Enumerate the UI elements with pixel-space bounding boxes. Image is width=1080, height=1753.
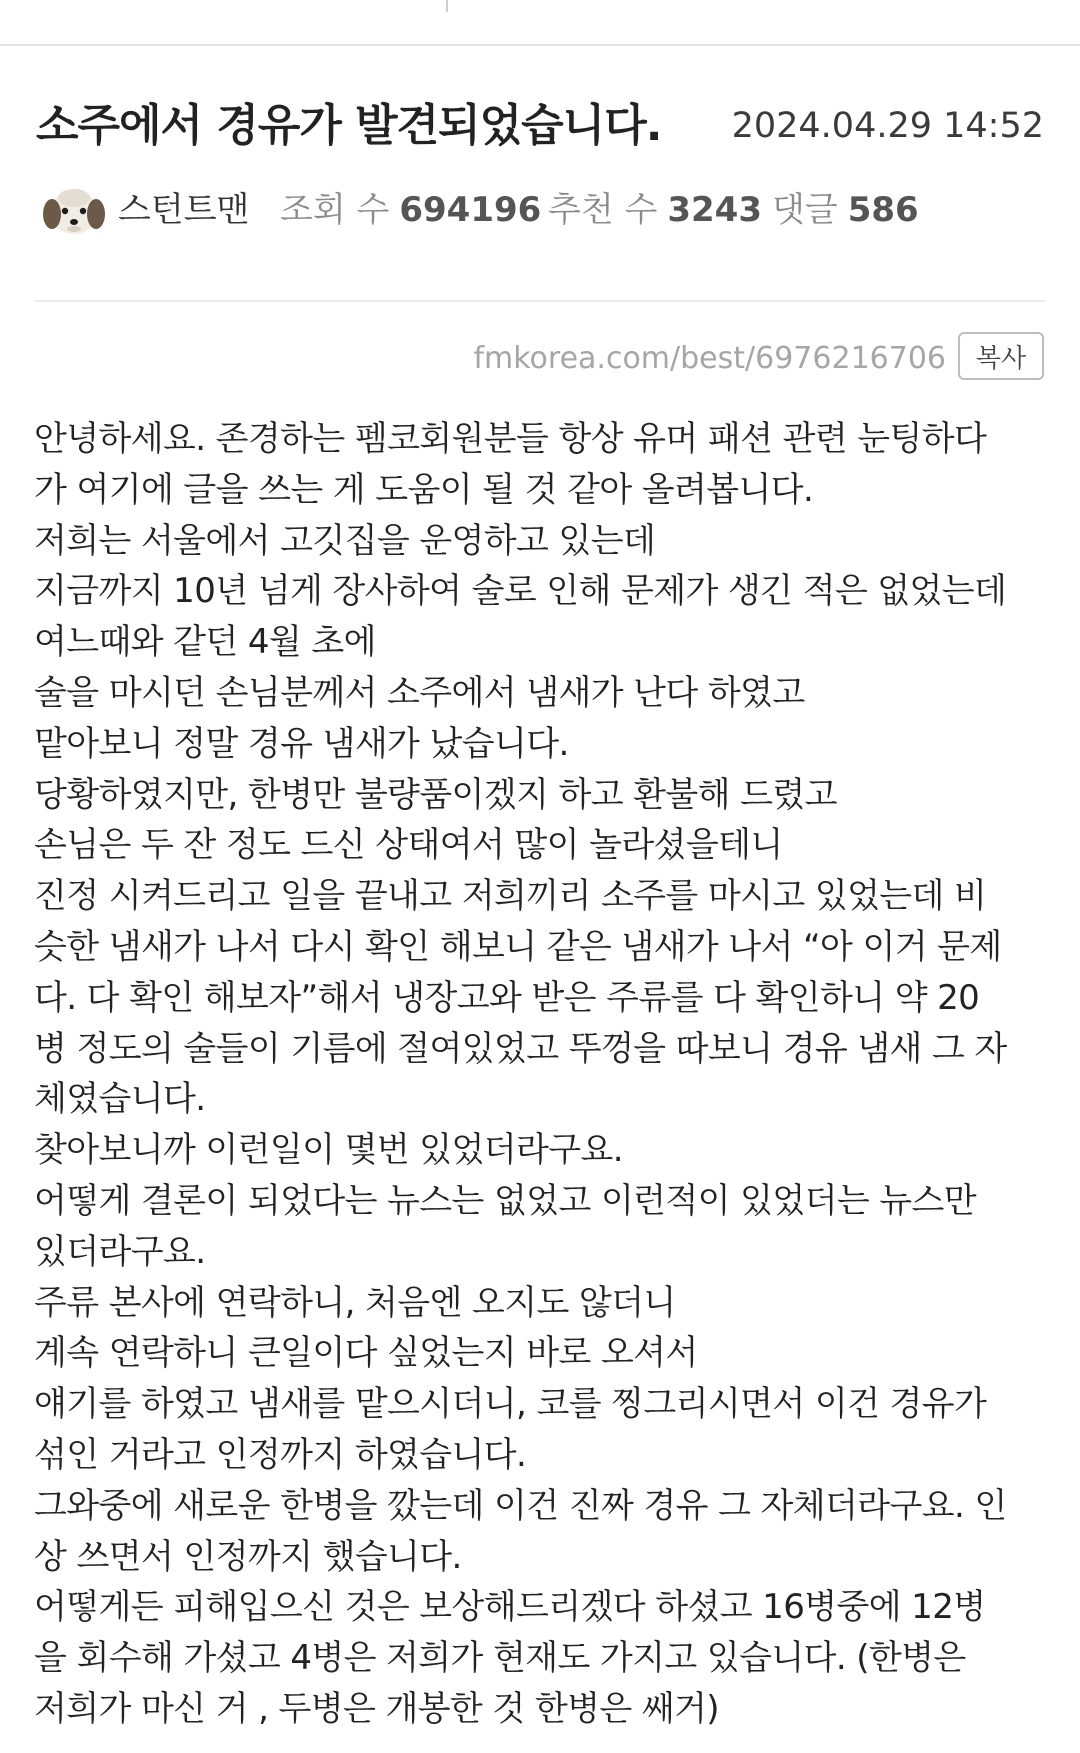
post-url[interactable]: fmkorea.com/best/6976216706 xyxy=(473,341,946,376)
views-label: 조회 수 xyxy=(280,190,390,230)
comments-label: 댓글 xyxy=(772,190,838,230)
recommend-stat xyxy=(548,188,762,232)
author-name[interactable]: 스턴트맨 xyxy=(118,190,250,230)
body-line: 슷한 냄새가 나서 다시 확인 해보니 같은 냄새가 나서 “아 이거 문제 xyxy=(34,926,1002,967)
body-line: 찾아보니까 이런일이 몇번 있었더라구요. xyxy=(34,1130,623,1171)
puppy-avatar-icon xyxy=(42,182,106,240)
body-line: 손님은 두 잔 정도 드신 상태여서 많이 놀라셨을테니 xyxy=(34,825,783,866)
body-line: 지금까지 10년 넘게 장사하여 술로 인해 문제가 생긴 적은 없었는데 xyxy=(34,571,1007,612)
recommend-count: 3243 xyxy=(667,190,762,230)
comments-count: 586 xyxy=(847,190,919,230)
body-line: 진정 시켜드리고 일을 끝내고 저희끼리 소주를 마시고 있었는데 비 xyxy=(34,876,987,917)
views-count: 694196 xyxy=(399,190,542,230)
comments-stat[interactable] xyxy=(772,188,919,232)
body-line: 을 회수해 가셨고 4병은 저희가 현재도 가지고 있습니다. (한병은 xyxy=(34,1638,966,1679)
body-line: 어떻게 결론이 되었다는 뉴스는 없었고 이런적이 있었더는 뉴스만 xyxy=(34,1180,977,1221)
body-line: 여느때와 같던 4월 초에 xyxy=(34,622,376,663)
avatar[interactable] xyxy=(42,182,106,240)
copy-url-button[interactable]: 복사 xyxy=(958,332,1044,380)
body-line: 술을 마시던 손님분께서 소주에서 냄새가 난다 하였고 xyxy=(34,672,805,713)
body-line: 주류 본사에 연락하니, 처음엔 오지도 않더니 xyxy=(34,1282,676,1323)
body-line: 상 쓰면서 인정까지 했습니다. xyxy=(34,1536,462,1577)
top-bar xyxy=(0,0,1080,46)
body-line: 체였습니다. xyxy=(34,1079,206,1120)
body-line: 다. 다 확인 해보자”해서 냉장고와 받은 주류를 다 확인하니 약 20 xyxy=(34,977,980,1018)
views-stat xyxy=(280,188,541,232)
post-date: 2024.04.29 14:52 xyxy=(731,106,1044,146)
recommend-label: 추천 수 xyxy=(548,190,658,230)
body-line: 가 여기에 글을 쓰는 게 도움이 될 것 같아 올려봅니다. xyxy=(34,469,814,510)
body-line: 얘기를 하였고 냄새를 맡으시더니, 코를 찡그리시면서 이건 경유가 xyxy=(34,1384,987,1425)
body-line: 안녕하세요. 존경하는 펨코회원분들 항상 유머 패션 관련 눈팅하다 xyxy=(34,419,987,459)
body-line: 어떻게든 피해입으신 것은 보상해드리겠다 하셨고 16병중에 12병 xyxy=(34,1587,986,1628)
body-line: 그와중에 새로운 한병을 깠는데 이건 진짜 경유 그 자체더라구요. 인 xyxy=(34,1485,1007,1526)
header-divider xyxy=(34,300,1046,302)
body-line: 계속 연락하니 큰일이다 싶었는지 바로 오셔서 xyxy=(34,1333,698,1374)
url-row xyxy=(36,330,1044,382)
post-body xyxy=(34,414,1050,1735)
post-meta xyxy=(36,180,1044,246)
body-line: 섞인 거라고 인정까지 하였습니다. xyxy=(34,1434,527,1475)
body-line: 맡아보니 정말 경유 냄새가 났습니다. xyxy=(34,723,569,764)
post-title: 소주에서 경유가 발견되었습니다. xyxy=(36,100,662,151)
scroll-tick xyxy=(446,0,448,12)
body-line: 저희가 마신 거 , 두병은 개봉한 것 한병은 쌔거) xyxy=(34,1688,719,1729)
body-line: 저희는 서울에서 고깃집을 운영하고 있는데 xyxy=(34,520,656,561)
post-header xyxy=(36,96,1044,156)
body-line: 당황하였지만, 한병만 불량품이겠지 하고 환불해 드렸고 xyxy=(34,774,837,815)
body-line: 있더라구요. xyxy=(34,1231,206,1272)
body-line: 병 정도의 술들이 기름에 절여있었고 뚜껑을 따보니 경유 냄새 그 자 xyxy=(34,1028,1007,1069)
